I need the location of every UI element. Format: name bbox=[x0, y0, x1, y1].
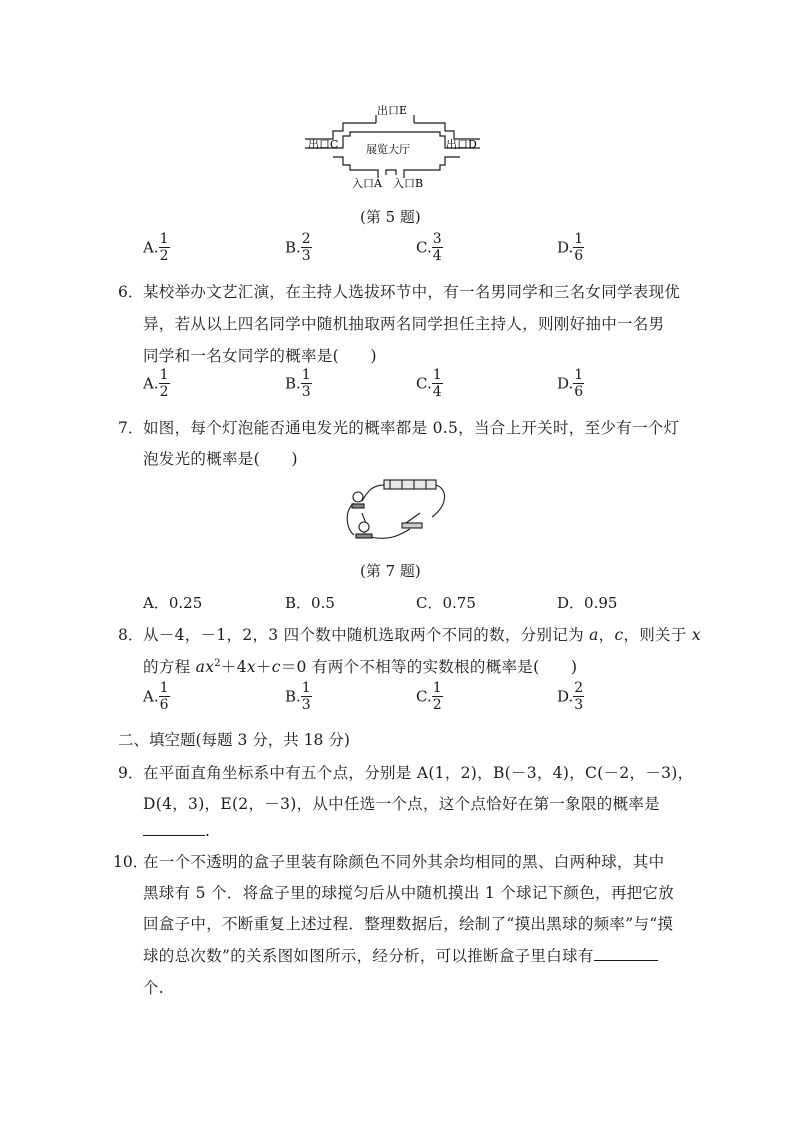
circuit-diagram bbox=[340, 475, 452, 547]
q10-line-3: 回盒子中，不断重复上述过程．整理数据后，绘制了“摸出黑球的频率”与“摸 bbox=[143, 915, 674, 933]
q7-line-2: 泡发光的概率是( ) bbox=[143, 450, 298, 468]
q8-number: 8． bbox=[118, 626, 144, 644]
q10-line-5: 个. bbox=[143, 979, 165, 997]
q6-line-1: 某校举办文艺汇演，在主持人选拔环节中，有一名男同学和三名女同学表现优 bbox=[143, 283, 681, 301]
q7-option-a[interactable]: A．0.25 bbox=[143, 594, 203, 612]
q6-option-a[interactable]: A. $\frac{1}{2}$ bbox=[143, 367, 169, 400]
q7-option-c[interactable]: C．0.75 bbox=[416, 594, 476, 612]
entrance-a-label: 入口A bbox=[352, 177, 382, 190]
entrance-b-label: 入口B bbox=[393, 177, 424, 190]
exit-c-label: 出口C bbox=[308, 138, 339, 151]
q7-caption: (第 7 题) bbox=[360, 562, 421, 580]
q9-line-3: . bbox=[143, 821, 210, 840]
q10-line-1: 在一个不透明的盒子里装有除颜色不同外其余均相同的黑、白两种球，其中 bbox=[143, 853, 665, 871]
q6-line-3: 同学和一名女同学的概率是( ) bbox=[143, 347, 377, 365]
q6-number: 6． bbox=[118, 283, 144, 301]
q9-line-2: D(4，3)，E(2，－3)，从中任选一个点，这个点恰好在第一象限的概率是 bbox=[143, 795, 660, 813]
q10-line-4: 球的总次数”的关系图如图所示，经分析，可以推断盒子里白球有 bbox=[143, 944, 658, 966]
q8-line-2: 的方程 $ax^2+4x+c=0$ 有两个不相等的实数根的概率是( ) bbox=[143, 657, 578, 676]
q6-line-2: 异，若从以上四名同学中随机抽取两名同学担任主持人，则刚好抽中一名男 bbox=[143, 315, 665, 333]
q8-option-c[interactable]: C. $\frac{1}{2}$ bbox=[416, 680, 442, 713]
q5-option-d[interactable]: D. $\frac{1}{6}$ bbox=[557, 231, 584, 264]
exit-e-label: 出口E bbox=[377, 104, 408, 117]
q10-number: 10． bbox=[113, 853, 149, 871]
hall-label: 展览大厅 bbox=[366, 143, 410, 156]
exit-d-label: 出口D bbox=[446, 138, 477, 151]
q10-line-2: 黑球有 5 个．将盒子里的球搅匀后从中随机摸出 1 个球记下颜色，再把它放 bbox=[143, 884, 675, 902]
q5-option-a[interactable]: A. $\frac{1}{2}$ bbox=[143, 231, 169, 264]
q5-option-c[interactable]: C. $\frac{3}{4}$ bbox=[416, 231, 442, 264]
q7-option-b[interactable]: B．0.5 bbox=[285, 594, 335, 612]
q8-option-a[interactable]: A. $\frac{1}{6}$ bbox=[143, 680, 169, 713]
q5-option-b[interactable]: B. $\frac{2}{3}$ bbox=[285, 231, 311, 264]
q6-option-c[interactable]: C. $\frac{1}{4}$ bbox=[416, 367, 442, 400]
q8-option-d[interactable]: D. $\frac{2}{3}$ bbox=[557, 680, 584, 713]
q7-line-1: 如图，每个灯泡能否通电发光的概率都是 0.5，当合上开关时，至少有一个灯 bbox=[143, 419, 680, 437]
q9-answer-blank[interactable] bbox=[143, 821, 205, 836]
q9-number: 9． bbox=[118, 764, 144, 782]
q5-caption: (第 5 题) bbox=[360, 208, 421, 226]
q8-line-1: 从－4，－1，2，3 四个数中随机选取两个不同的数，分别记为 a，c，则关于 x bbox=[143, 626, 701, 644]
section-heading: 二、填空题(每题 3 分，共 18 分) bbox=[118, 731, 350, 749]
q10-answer-blank[interactable] bbox=[594, 946, 658, 961]
q9-line-1: 在平面直角坐标系中有五个点，分别是 A(1，2)，B(－3，4)，C(－2，－3)， bbox=[143, 764, 694, 782]
q6-option-d[interactable]: D. $\frac{1}{6}$ bbox=[557, 367, 584, 400]
exhibition-hall-diagram bbox=[300, 95, 500, 195]
q6-option-b[interactable]: B. $\frac{1}{3}$ bbox=[285, 367, 311, 400]
q7-option-d[interactable]: D．0.95 bbox=[557, 594, 618, 612]
q8-option-b[interactable]: B. $\frac{1}{3}$ bbox=[285, 680, 311, 713]
q7-number: 7． bbox=[118, 419, 144, 437]
